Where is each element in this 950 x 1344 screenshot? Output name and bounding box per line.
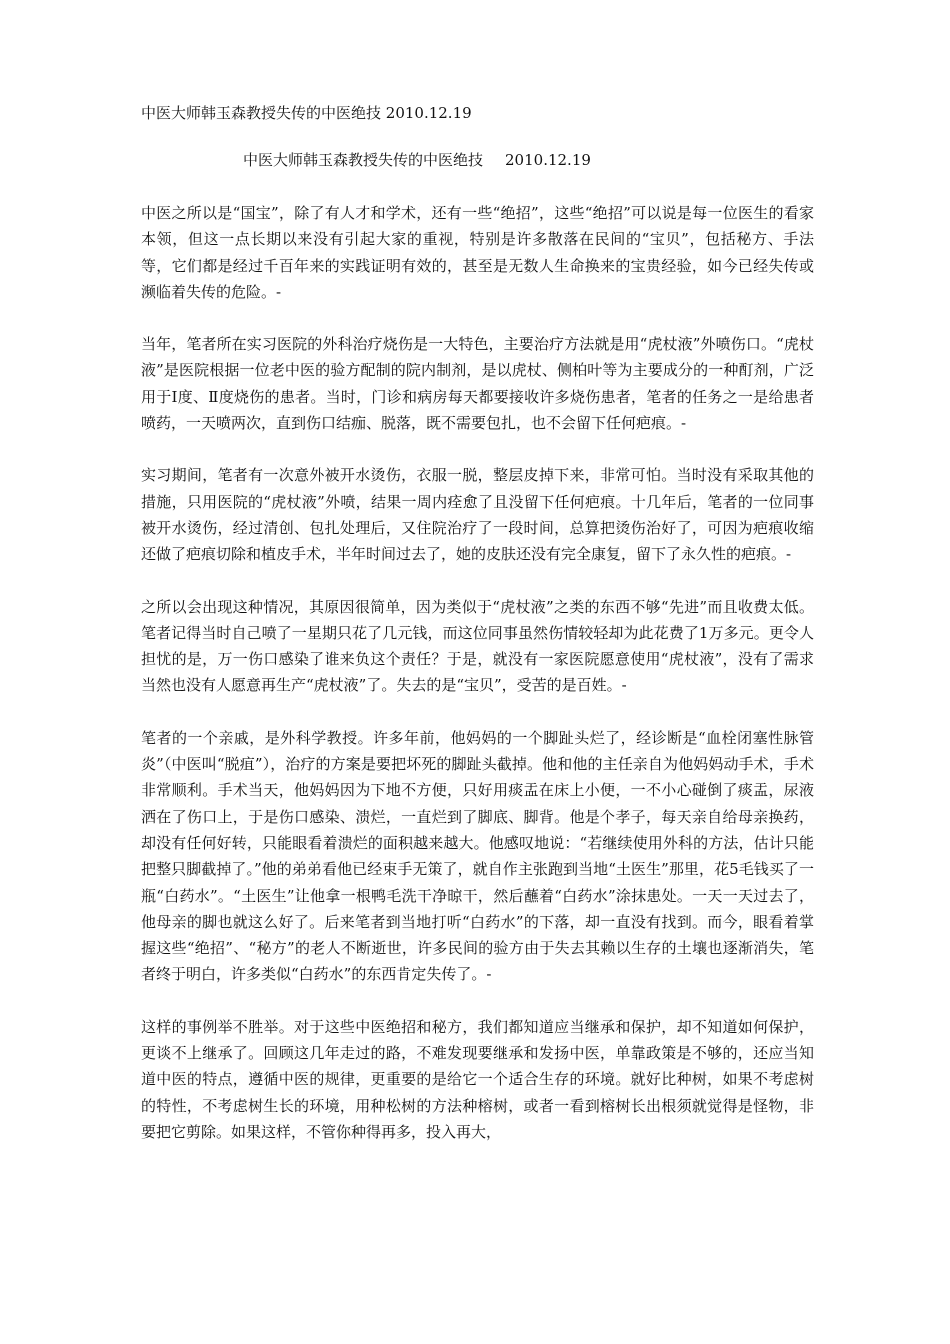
paragraph-relative-story: 笔者的一个亲戚，是外科学教授。许多年前，他妈妈的一个脚趾头烂了，经诊断是“血栓闭塞性脉管炎”（中医叫“脱疽”），治疗的方案是要把坏死的脚趾头截掉。他和他的主任亲自为他妈妈动手术，手术非常顺利。手术当天，他妈妈因为下地不方便，只好用痰盂在床上小便，一不小心碰倒了痰盂，尿液洒在了伤口上，于是伤口感染、溃烂，一直烂到了脚底、脚背。他是个孝子，每天亲自给母亲换药，却没有任何好转，只能眼看着溃烂的面积越来越大。他感叹地说：“若继续使用外科的方法，估计只能把整只脚截掉了。”他的弟弟看他已经束手无策了，就自作主张跑到当地“土医生”那里，花5毛钱买了一瓶“白药水”。“土医生”让他拿一根鸭毛洗干净晾干，然后蘸着“白药水”涂抹患处。一天一天过去了，他母亲的脚也就这么好了。后来笔者到当地打听“白药水”的下落，却一直没有找到。而今，眼看着掌握这些“绝招”、“秘方”的老人不断逝世，许多民间的验方由于失去其赖以生存的土壤也逐渐消失，笔者终于明白，许多类似“白药水”的东西肯定失传了。- [141, 728, 814, 984]
paragraph-internship-burn: 实习期间，笔者有一次意外被开水烫伤，衣服一脱，整层皮掉下来，非常可怕。当时没有采取其他的措施，只用医院的“虎杖液”外喷，结果一周内痊愈了且没留下任何疤痕。十几年后，笔者的一位同事被开水烫伤，经过清创、包扎处理后，又住院治疗了一段时间，总算把烫伤治好了，可因为疤痕收缩还做了疤痕切除和植皮手术，半年时间过去了，她的皮肤还没有完全康复，留下了永久性的疤痕。- [141, 466, 814, 564]
document-title-date: 2010.12.19 [505, 151, 591, 169]
paragraph-huzhang-liquid: 当年，笔者所在实习医院的外科治疗烧伤是一大特色，主要治疗方法就是用“虎杖液”外喷伤口。“虎杖液”是医院根据一位老中医的验方配制的院内制剂，是以虎杖、侧柏叶等为主要成分的一种酊剂，广泛用于Ⅰ度、Ⅱ度烧伤的患者。当时，门诊和病房每天都要接收许多烧伤患者，笔者的任务之一是给患者喷药，一天喷两次，直到伤口结痂、脱落，既不需要包扎，也不会留下任何疤痕。- [141, 335, 814, 433]
paragraph-reason: 之所以会出现这种情况，其原因很简单，因为类似于“虎杖液”之类的东西不够“先进”而且收费太低。笔者记得当时自己喷了一星期只花了几元钱，而这位同事虽然伤情较轻却为此花费了1万多元。更令人担忧的是，万一伤口感染了谁来负这个责任？于是，就没有一家医院愿意使用“虎杖液”，没有了需求当然也没有人愿意再生产“虎杖液”了。失去的是“宝贝”，受苦的是百姓。- [141, 597, 814, 695]
paragraph-conclusion: 这样的事例举不胜举。对于这些中医绝招和秘方，我们都知道应当继承和保护，却不知道如何保护，更谈不上继承了。回顾这几年走过的路，不难发现要继承和发扬中医，单靠政策是不够的，还应当知道中医的特点，遵循中医的规律，更重要的是给它一个适合生存的环境。就好比种树，如果不考虑树的特性，不考虑树生长的环境，用种松树的方法种榕树，或者一看到榕树长出根须就觉得是怪物，非要把它剪除。如果这样，不管你种得再多，投入再大， [141, 1017, 814, 1141]
document-title-text: 中医大师韩玉森教授失传的中医绝技 [243, 151, 484, 169]
article-body [141, 200, 814, 1171]
paragraph-intro: 中医之所以是“国宝”，除了有人才和学术，还有一些“绝招”，这些“绝招”可以说是每一位医生的看家本领，但这一点长期以来没有引起大家的重视，特别是许多散落在民间的“宝贝”，包括秘方、手法等，它们都是经过千百年来的实践证明有效的，甚至是无数人生命换来的宝贵经验，如今已经失传或濒临着失传的危险。- [141, 204, 814, 301]
document-title [243, 147, 591, 173]
document-header-line: 中医大师韩玉森教授失传的中医绝技 2010.12.19 [141, 104, 472, 122]
